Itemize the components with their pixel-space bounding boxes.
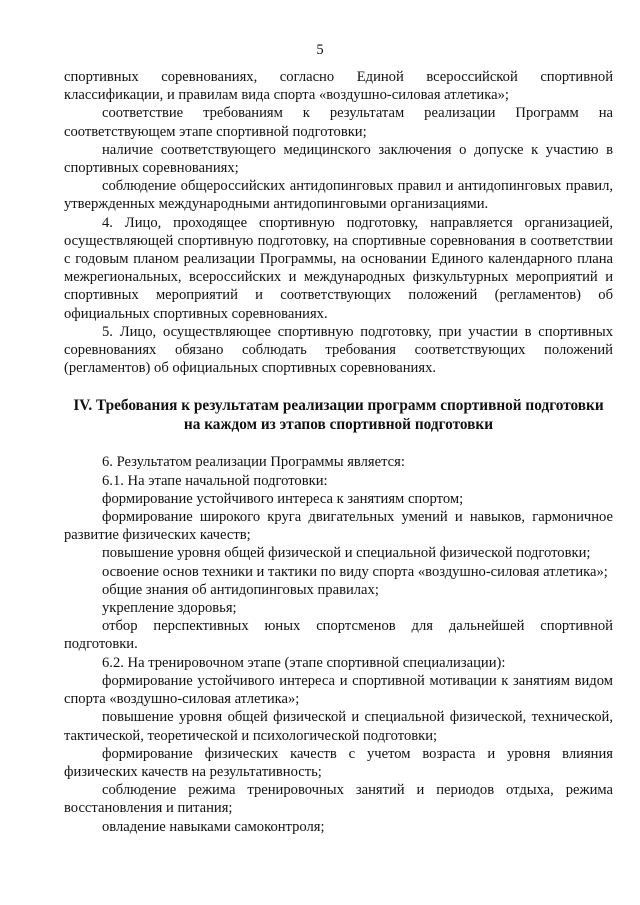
paragraphs-bottom — [64, 453, 613, 835]
paragraph: формирование устойчивого интереса и спортивной мотивации к занятиям видом спорта «воздушно-силовая атлетика»; — [64, 672, 613, 708]
paragraph: повышение уровня общей физической и специальной физической, технической, тактической, теоретической и психологической подготовки; — [64, 709, 613, 744]
paragraph: повышение уровня общей физической и специальной физической подготовки; — [102, 545, 591, 562]
paragraph: укрепление здоровья; — [102, 600, 237, 617]
paragraph: формирование устойчивого интереса к занятиям спортом; — [102, 490, 464, 507]
paragraph: 6. Результатом реализации Программы является: — [102, 454, 405, 471]
paragraph: формирование широкого круга двигательных умений и навыков, гармоничное развитие физических качеств; — [64, 509, 613, 544]
paragraph: наличие соответствующего медицинского заключения о допуске к участию в спортивных соревнованиях; — [64, 141, 613, 177]
paragraph: общие знания об антидопинговых правилах; — [102, 581, 379, 598]
paragraph: соблюдение общероссийских антидопинговых правил и антидопинговых правил, утвержденных международными антидопинговыми организациями. — [64, 178, 613, 213]
paragraph: спортивных соревнованиях, согласно Единой всероссийской спортивной классификации, и правилам вида спорта «воздушно-силовая атлетика»; — [64, 69, 613, 104]
document-body — [64, 68, 613, 836]
page-number: 5 — [316, 42, 324, 58]
paragraph: отбор перспективных юных спортсменов для дальнейшей спортивной подготовки. — [64, 618, 613, 653]
paragraphs-top — [64, 68, 613, 377]
paragraph: 6.1. На этапе начальной подготовки: — [102, 472, 328, 489]
paragraph: 6.2. На тренировочном этапе (этапе спортивной специализации): — [102, 654, 506, 671]
section-heading: IV. Требования к результатам реализации программ спортивной подготовки на каждом из этапов спортивной подготовки — [73, 397, 604, 433]
paragraph: соответствие требованиям к результатам реализации Программ на соответствующем этапе спортивной подготовки; — [64, 105, 613, 140]
paragraph: соблюдение режима тренировочных занятий и периодов отдыха, режима восстановления и питания; — [64, 782, 613, 817]
paragraph: освоение основ техники и тактики по виду спорта «воздушно-силовая атлетика»; — [102, 563, 608, 580]
paragraph: овладение навыками самоконтроля; — [102, 818, 325, 835]
paragraph: 5. Лицо, осуществляющее спортивную подготовку, при участии в спортивных соревнованиях обязано соблюдать требования соответствующих положений (регламентов) об официальных спортивных соревнованиях. — [64, 323, 613, 377]
paragraph: формирование физических качеств с учетом возраста и уровня влияния физических качеств на результативность; — [64, 745, 613, 780]
paragraph: 4. Лицо, проходящее спортивную подготовку, направляется организацией, осуществляющей спортивную подготовку, на спортивные соревнования в соответствии с годовым планом реализации Программы, на основании Единого календарного плана межрегиональных, всероссийских и международных физкультурных мероприятий и спортивных мероприятий и соответствующих положений (регламентов) об официальных спортивных соревнованиях. — [64, 214, 613, 322]
